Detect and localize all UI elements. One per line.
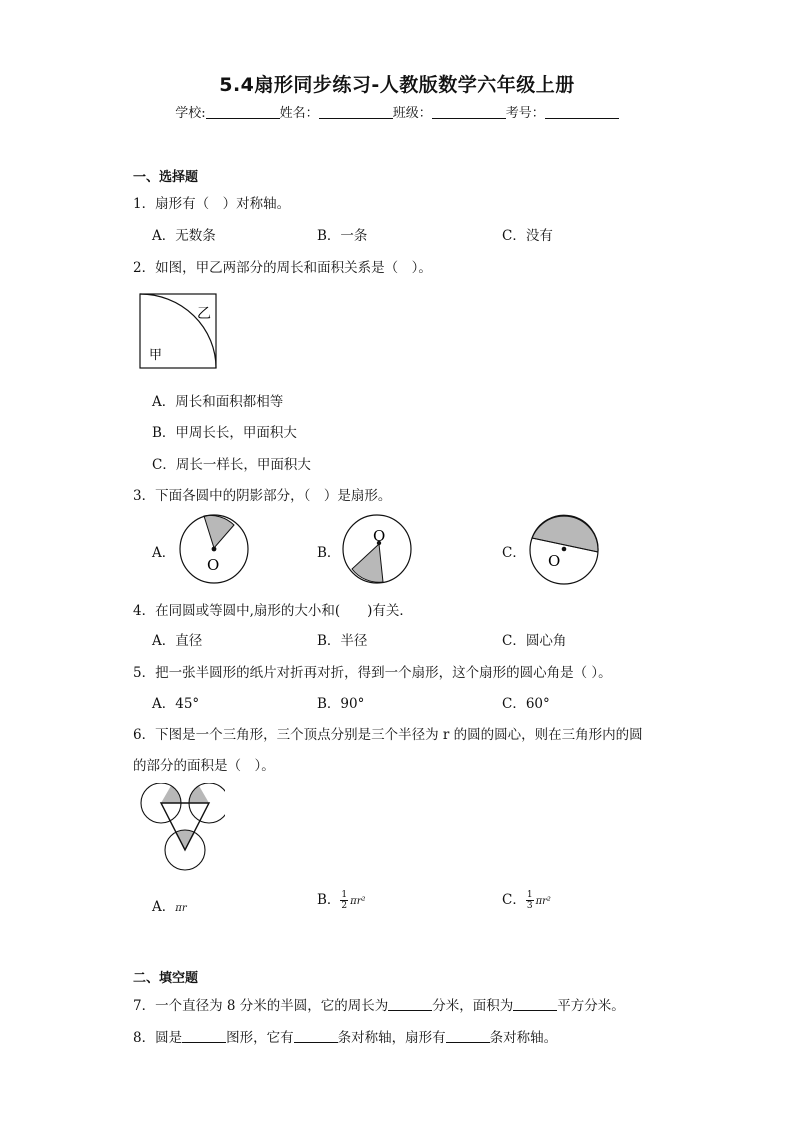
q6-c-label: C．: [502, 892, 526, 908]
q3-option-c[interactable]: C．: [502, 545, 526, 561]
q8-text-4: 条对称轴。: [489, 1030, 558, 1046]
school-label: 学校:: [175, 106, 206, 121]
exam-no-field[interactable]: [545, 106, 619, 119]
q6-a-expression: πr: [175, 903, 187, 914]
q4-option-c[interactable]: C．圆心角: [502, 633, 567, 649]
class-label: 班级：: [392, 106, 432, 121]
q8-text-2: 图形，它有: [226, 1030, 294, 1046]
name-label: 姓名：: [279, 106, 319, 121]
q3-option-b[interactable]: B．: [317, 545, 341, 561]
student-info-line: [0, 102, 794, 121]
q6-option-c[interactable]: [502, 888, 551, 911]
q6-triangle-circles-figure: [135, 783, 225, 873]
q6-b-expression: πr²: [350, 896, 366, 907]
q6-b-denominator: 2: [341, 901, 348, 911]
q3-circle-b-figure: [341, 514, 413, 586]
school-field[interactable]: [206, 106, 280, 119]
q6-option-b[interactable]: [317, 888, 366, 911]
q5-option-a[interactable]: A．45°: [152, 696, 200, 712]
question-4: 4．在同圆或等圆中,扇形的大小和( )有关．: [133, 603, 413, 619]
q6-b-label: B．: [317, 892, 341, 908]
q3-circle-c-figure: [527, 514, 601, 586]
question-1: 1．扇形有（ ）对称轴。: [133, 196, 291, 212]
q3-b-center-label: O: [373, 527, 386, 545]
class-field[interactable]: [432, 106, 506, 119]
q4-option-b[interactable]: B．半径: [317, 633, 368, 649]
q2-label-yi: 乙: [197, 306, 211, 322]
question-6-line-2: 的部分的面积是（ ）。: [133, 758, 275, 774]
question-8: [133, 1026, 557, 1046]
q3-circle-a-figure: [176, 512, 252, 586]
q7-blank-perimeter[interactable]: [388, 998, 432, 1011]
q2-square-quarter-circle-figure: [138, 292, 220, 370]
q8-blank-symmetric-type[interactable]: [182, 1030, 226, 1043]
q8-text-1: 8．圆是: [133, 1030, 183, 1046]
q6-a-label: A．: [152, 899, 176, 915]
section-title-fill-blank: 二、填空题: [133, 971, 199, 986]
q6-c-fraction: [526, 890, 534, 911]
q2-option-a[interactable]: A．周长和面积都相等: [152, 394, 284, 410]
q1-option-c[interactable]: C．没有: [502, 228, 553, 244]
q6-b-numerator: 1: [341, 890, 348, 900]
question-5: 5．把一张半圆形的纸片对折再对折，得到一个扇形，这个扇形的圆心角是（ ）。: [133, 665, 612, 681]
question-6-line-1: 6．下图是一个三角形，三个顶点分别是三个半径为 r 的圆的圆心，则在三角形内的圆: [133, 727, 643, 743]
exam-no-label: 考号：: [505, 106, 545, 121]
q6-c-expression: πr²: [535, 896, 551, 907]
q7-text-1: 7．一个直径为 8 分米的半圆，它的周长为: [133, 998, 389, 1014]
q6-c-numerator: 1: [526, 890, 533, 900]
q2-option-b[interactable]: B．甲周长长，甲面积大: [152, 425, 297, 441]
q7-text-3: 平方分米。: [557, 998, 625, 1014]
q3-a-center-label: O: [207, 556, 220, 574]
q5-option-b[interactable]: B．90°: [317, 696, 365, 712]
question-3: 3．下面各圆中的阴影部分，（ ）是扇形。: [133, 488, 392, 504]
q3-c-center-label: O: [548, 552, 561, 570]
q7-blank-area[interactable]: [513, 998, 557, 1011]
q2-label-jia: 甲: [149, 348, 163, 363]
question-2: 2．如图，甲乙两部分的周长和面积关系是（ ）。: [133, 260, 432, 276]
q6-c-denominator: 3: [526, 901, 533, 911]
q7-text-2: 分米，面积为: [432, 998, 514, 1014]
name-field[interactable]: [319, 106, 393, 119]
q1-option-b[interactable]: B．一条: [317, 228, 368, 244]
section-title-choice: 一、选择题: [133, 170, 199, 185]
q3-option-a[interactable]: A．: [152, 545, 176, 561]
q8-text-3: 条对称轴，扇形有: [337, 1030, 446, 1046]
q8-blank-sector-axes[interactable]: [446, 1030, 490, 1043]
q1-option-a[interactable]: A．无数条: [152, 228, 216, 244]
q6-b-fraction: [340, 890, 348, 911]
q8-blank-circle-axes[interactable]: [294, 1030, 338, 1043]
q2-option-c[interactable]: C．周长一样长，甲面积大: [152, 457, 311, 473]
question-7: [133, 994, 625, 1014]
q4-option-a[interactable]: A．直径: [152, 633, 203, 649]
page-title: 5.4扇形同步练习-人教版数学六年级上册: [219, 74, 575, 96]
q6-option-a[interactable]: [152, 895, 187, 915]
q5-option-c[interactable]: C．60°: [502, 696, 550, 712]
